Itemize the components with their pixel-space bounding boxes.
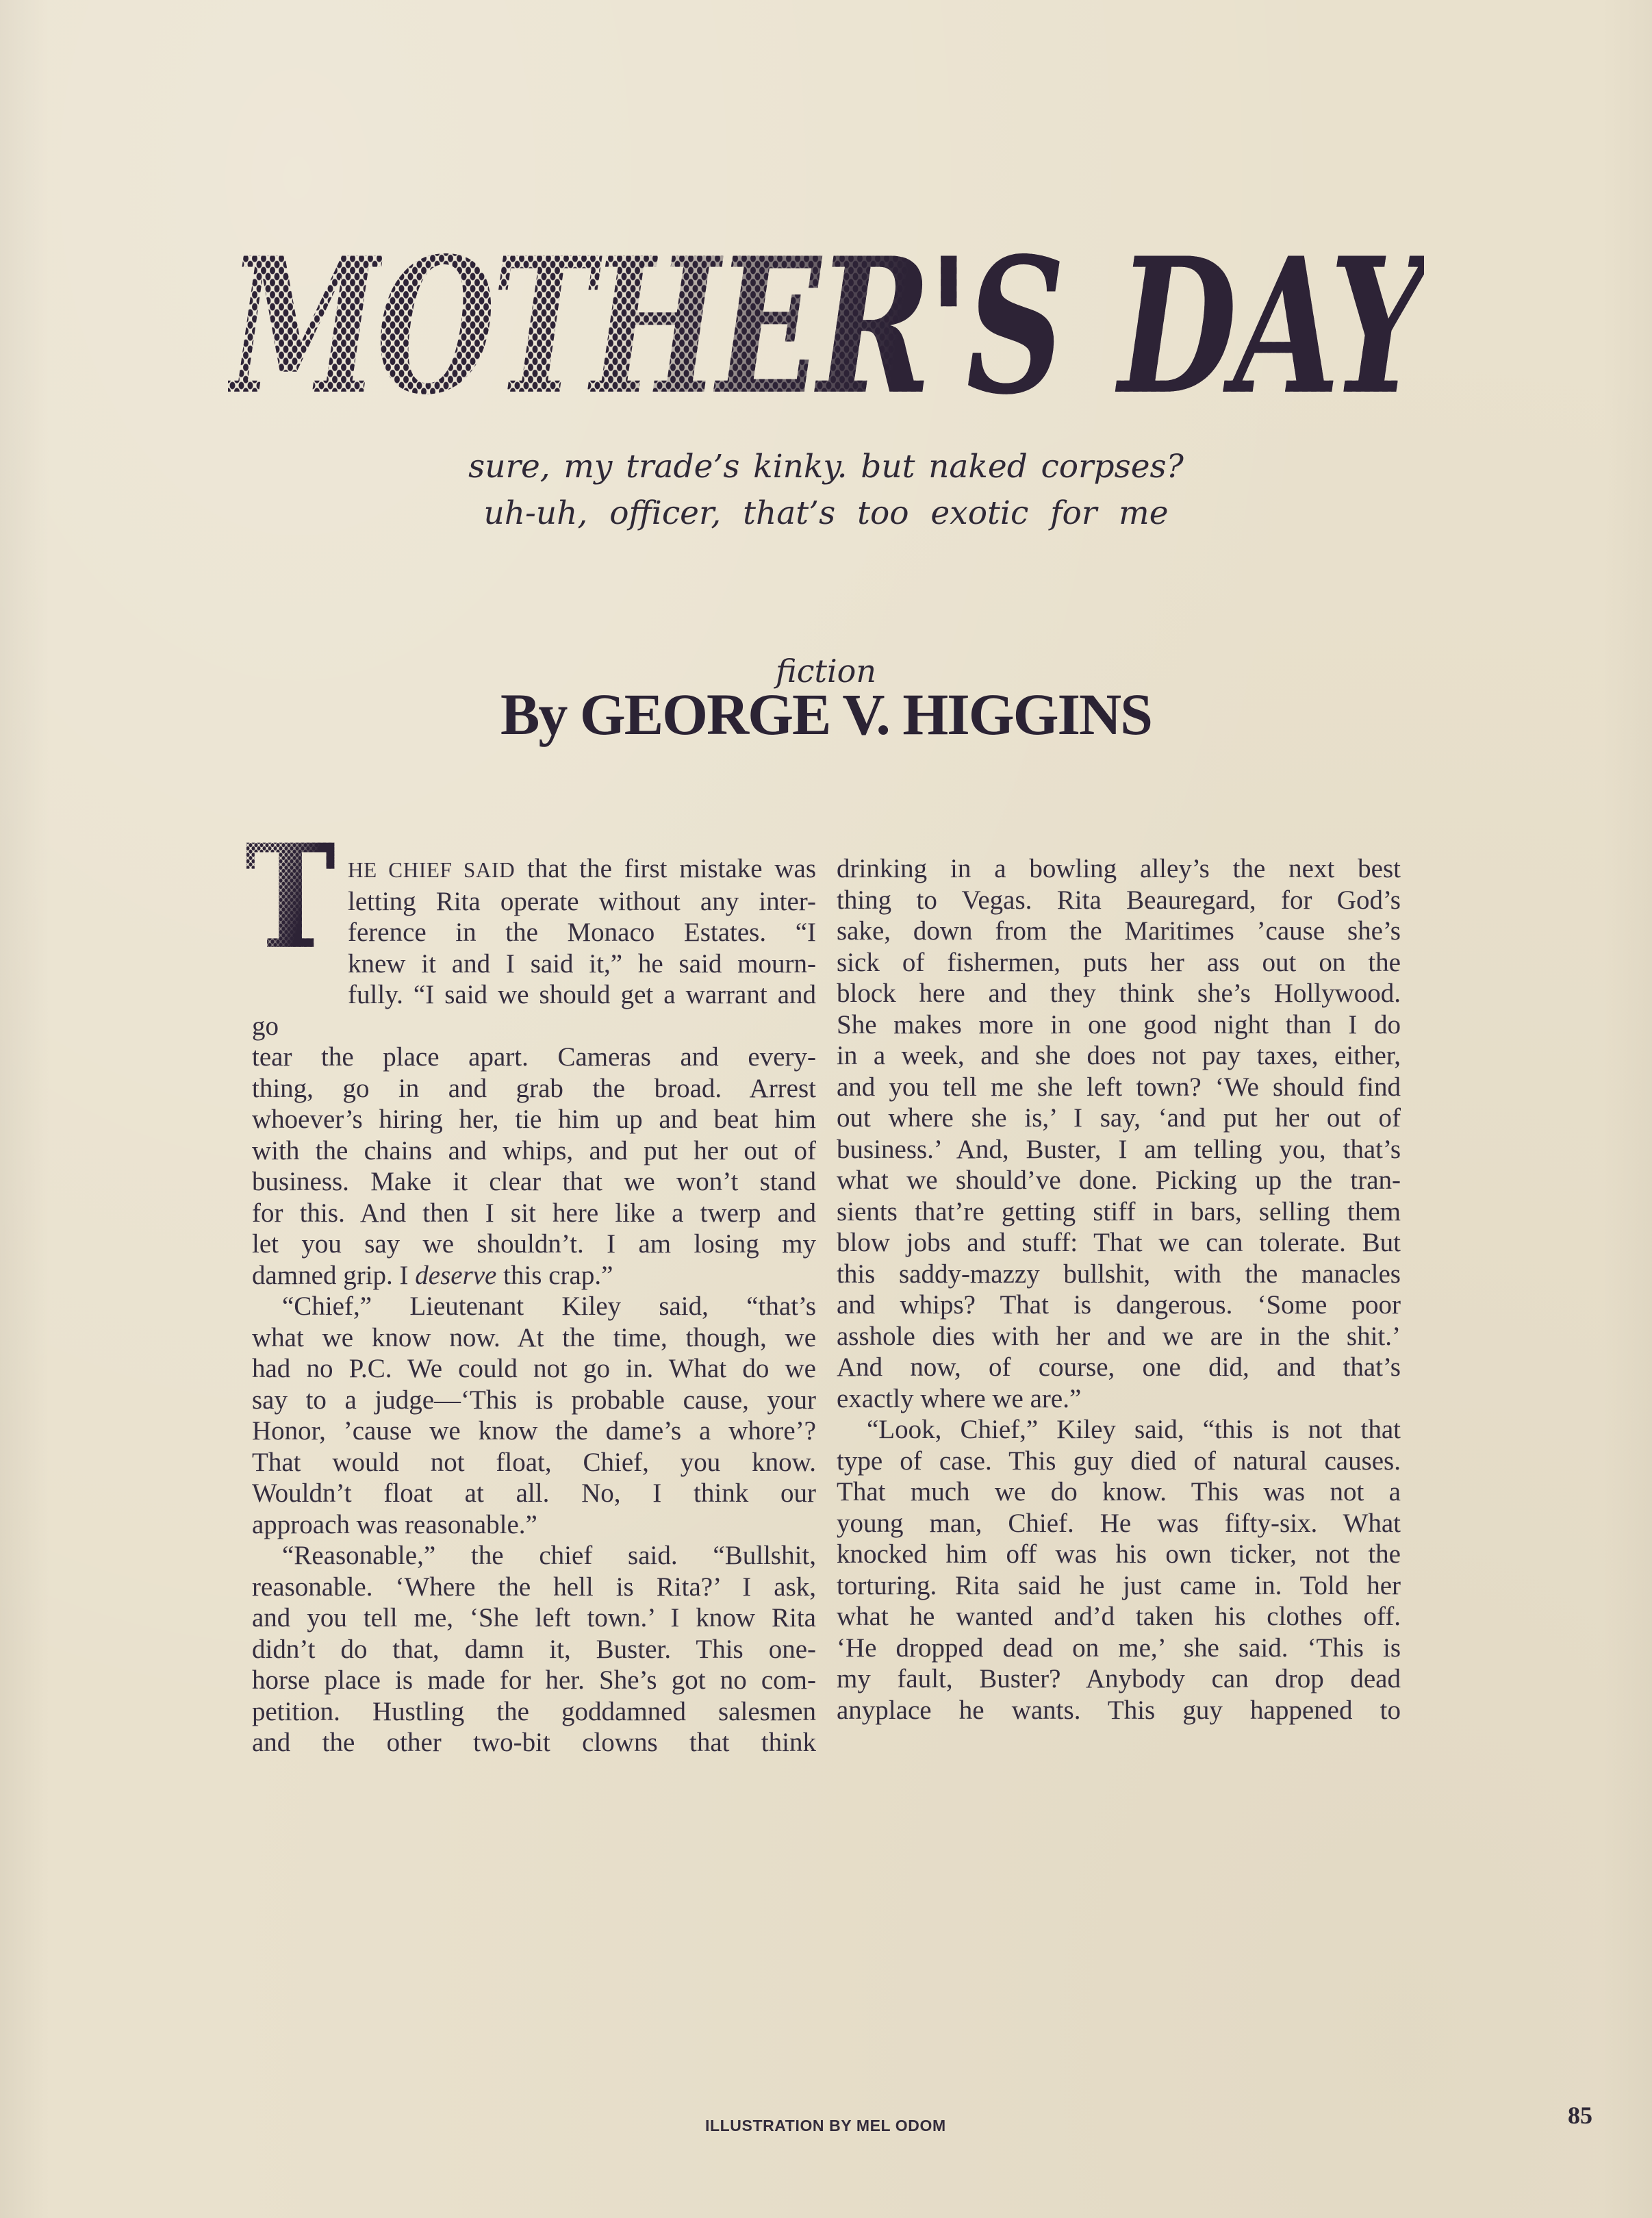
text-line: And now, of course, one did, and that’s	[837, 1352, 1401, 1382]
text-line: letting Rita operate without any inter-	[348, 886, 816, 916]
text-line: sick of fishermen, puts her ass out on the	[837, 947, 1401, 977]
page-number: 85	[1568, 2102, 1592, 2129]
left-column	[245, 814, 816, 1759]
text-line: thing, go in and grab the broad. Arrest	[252, 1073, 816, 1103]
drop-cap-box	[245, 814, 338, 981]
text-line: ‘He dropped dead on me,’ she said. ‘This is	[837, 1633, 1401, 1663]
text-line: reasonable. ‘Where the hell is Rita?’ I ask,	[252, 1572, 816, 1602]
text-line: business. Make it clear that we won’t stand	[252, 1167, 816, 1196]
text-line: and whips? That is dangerous. ‘Some poor	[837, 1290, 1401, 1320]
text-line: blow jobs and stuff: That we can tolerate. But	[837, 1228, 1401, 1257]
text-line: and you tell me, ‘She left town.’ I know Rita	[252, 1603, 816, 1633]
text-line: tear the place apart. Cameras and every-	[252, 1042, 816, 1072]
title-wrap	[0, 217, 1652, 437]
drop-cap-letter: T	[245, 814, 336, 981]
text-line: with the chains and whips, and put her out of	[252, 1135, 816, 1165]
text-line: say to a judge—‘This is probable cause, your	[252, 1385, 816, 1415]
text-line: and you tell me she left town? ‘We should find	[837, 1072, 1401, 1102]
text-line: She makes more in one good night than I do	[837, 1009, 1401, 1039]
subtitle-line-1: sure, my trade’s kinky. but naked corpses?	[468, 448, 1184, 486]
text-line: had no P.C. We could not go in. What do we	[252, 1354, 816, 1383]
text-line: asshole dies with her and we are in the shit.’	[837, 1321, 1401, 1351]
text-line: sients that’re getting stiff in bars, selling them	[837, 1196, 1401, 1226]
text-line: what we know now. At the time, though, we	[252, 1322, 816, 1352]
text-line: “Look, Chief,” Kiley said, “this is not that	[867, 1415, 1401, 1444]
text-line: what he wanted and’d taken his clothes off.	[837, 1602, 1401, 1631]
text-line: knocked him off was his own ticker, not the	[837, 1539, 1401, 1569]
text-line: “Reasonable,” the chief said. “Bullshit,	[282, 1541, 816, 1570]
text-line: damned grip. I deserve this crap.”	[252, 1260, 613, 1290]
text-line: and the other two-bit clowns that think	[252, 1728, 816, 1757]
text-line: HE CHIEF SAID that the first mistake was	[348, 854, 816, 883]
small-caps-lead: HE CHIEF SAID	[348, 858, 516, 882]
text-line: knew it and I said it,” he said mourn-	[348, 948, 816, 979]
genre-label: fiction	[776, 653, 876, 690]
text-line: exactly where we are.”	[837, 1383, 1082, 1413]
byline: By GEORGE V. HIGGINS	[500, 681, 1152, 747]
text-line: business.’ And, Buster, I am telling you, that’s	[837, 1134, 1401, 1164]
text-line: out where she is,’ I say, ‘and put her out of	[837, 1103, 1401, 1133]
subtitle-line-2: uh-uh, officer, that’s too exotic for me	[483, 494, 1169, 532]
text-line: this saddy-mazzy bullshit, with the manacles	[837, 1259, 1401, 1289]
text-line: That would not float, Chief, you know.	[252, 1447, 816, 1477]
text-line: for this. And then I sit here like a twerp and	[252, 1198, 816, 1228]
text-line: young man, Chief. He was fifty-six. What	[837, 1508, 1401, 1538]
text-line: ference in the Monaco Estates. “I	[348, 918, 816, 947]
text-line: in a week, and she does not pay taxes, either,	[837, 1041, 1401, 1070]
right-column	[837, 853, 1401, 1759]
text-line: whoever’s hiring her, tie him up and beat him	[252, 1105, 816, 1134]
text-line: drinking in a bowling alley’s the next best	[837, 854, 1401, 883]
illustration-credit: ILLUSTRATION BY MEL ODOM	[705, 2117, 946, 2134]
page-title: MOTHER'S DAY	[228, 217, 1424, 437]
text-line: Honor, ’cause we know the dame’s a whore’?	[252, 1416, 816, 1446]
text-line: Wouldn’t float at all. No, I think our	[252, 1478, 816, 1508]
article-subtitle	[0, 444, 1652, 537]
text-line: sake, down from the Maritimes ’cause she’s	[837, 916, 1401, 946]
text-line: approach was reasonable.”	[252, 1509, 537, 1539]
text-line: torturing. Rita said he just came in. Told her	[837, 1570, 1401, 1600]
text-line: my fault, Buster? Anybody can drop dead	[837, 1664, 1401, 1693]
text-line: That much we do know. This was not a	[837, 1477, 1401, 1507]
text-line: “Chief,” Lieutenant Kiley said, “that’s	[282, 1291, 816, 1321]
text-line: what we should’ve done. Picking up the tran-	[837, 1165, 1401, 1195]
text-line: type of case. This guy died of natural causes.	[837, 1446, 1401, 1476]
text-line: anyplace he wants. This guy happened to	[837, 1695, 1401, 1725]
text-line: fully. “I said we should get a warrant and go	[252, 980, 816, 1041]
text-line: let you say we shouldn’t. I am losing my	[252, 1229, 816, 1259]
text-line: horse place is made for her. She’s got no com-	[252, 1665, 816, 1695]
text-line: didn’t do that, damn it, Buster. This one-	[252, 1634, 816, 1664]
text-line: thing to Vegas. Rita Beauregard, for God’s	[837, 885, 1401, 915]
text-line: block here and they think she’s Hollywood.	[837, 979, 1401, 1008]
text-line: petition. Hustling the goddamned salesmen	[252, 1696, 816, 1726]
article-body	[245, 814, 1401, 1759]
